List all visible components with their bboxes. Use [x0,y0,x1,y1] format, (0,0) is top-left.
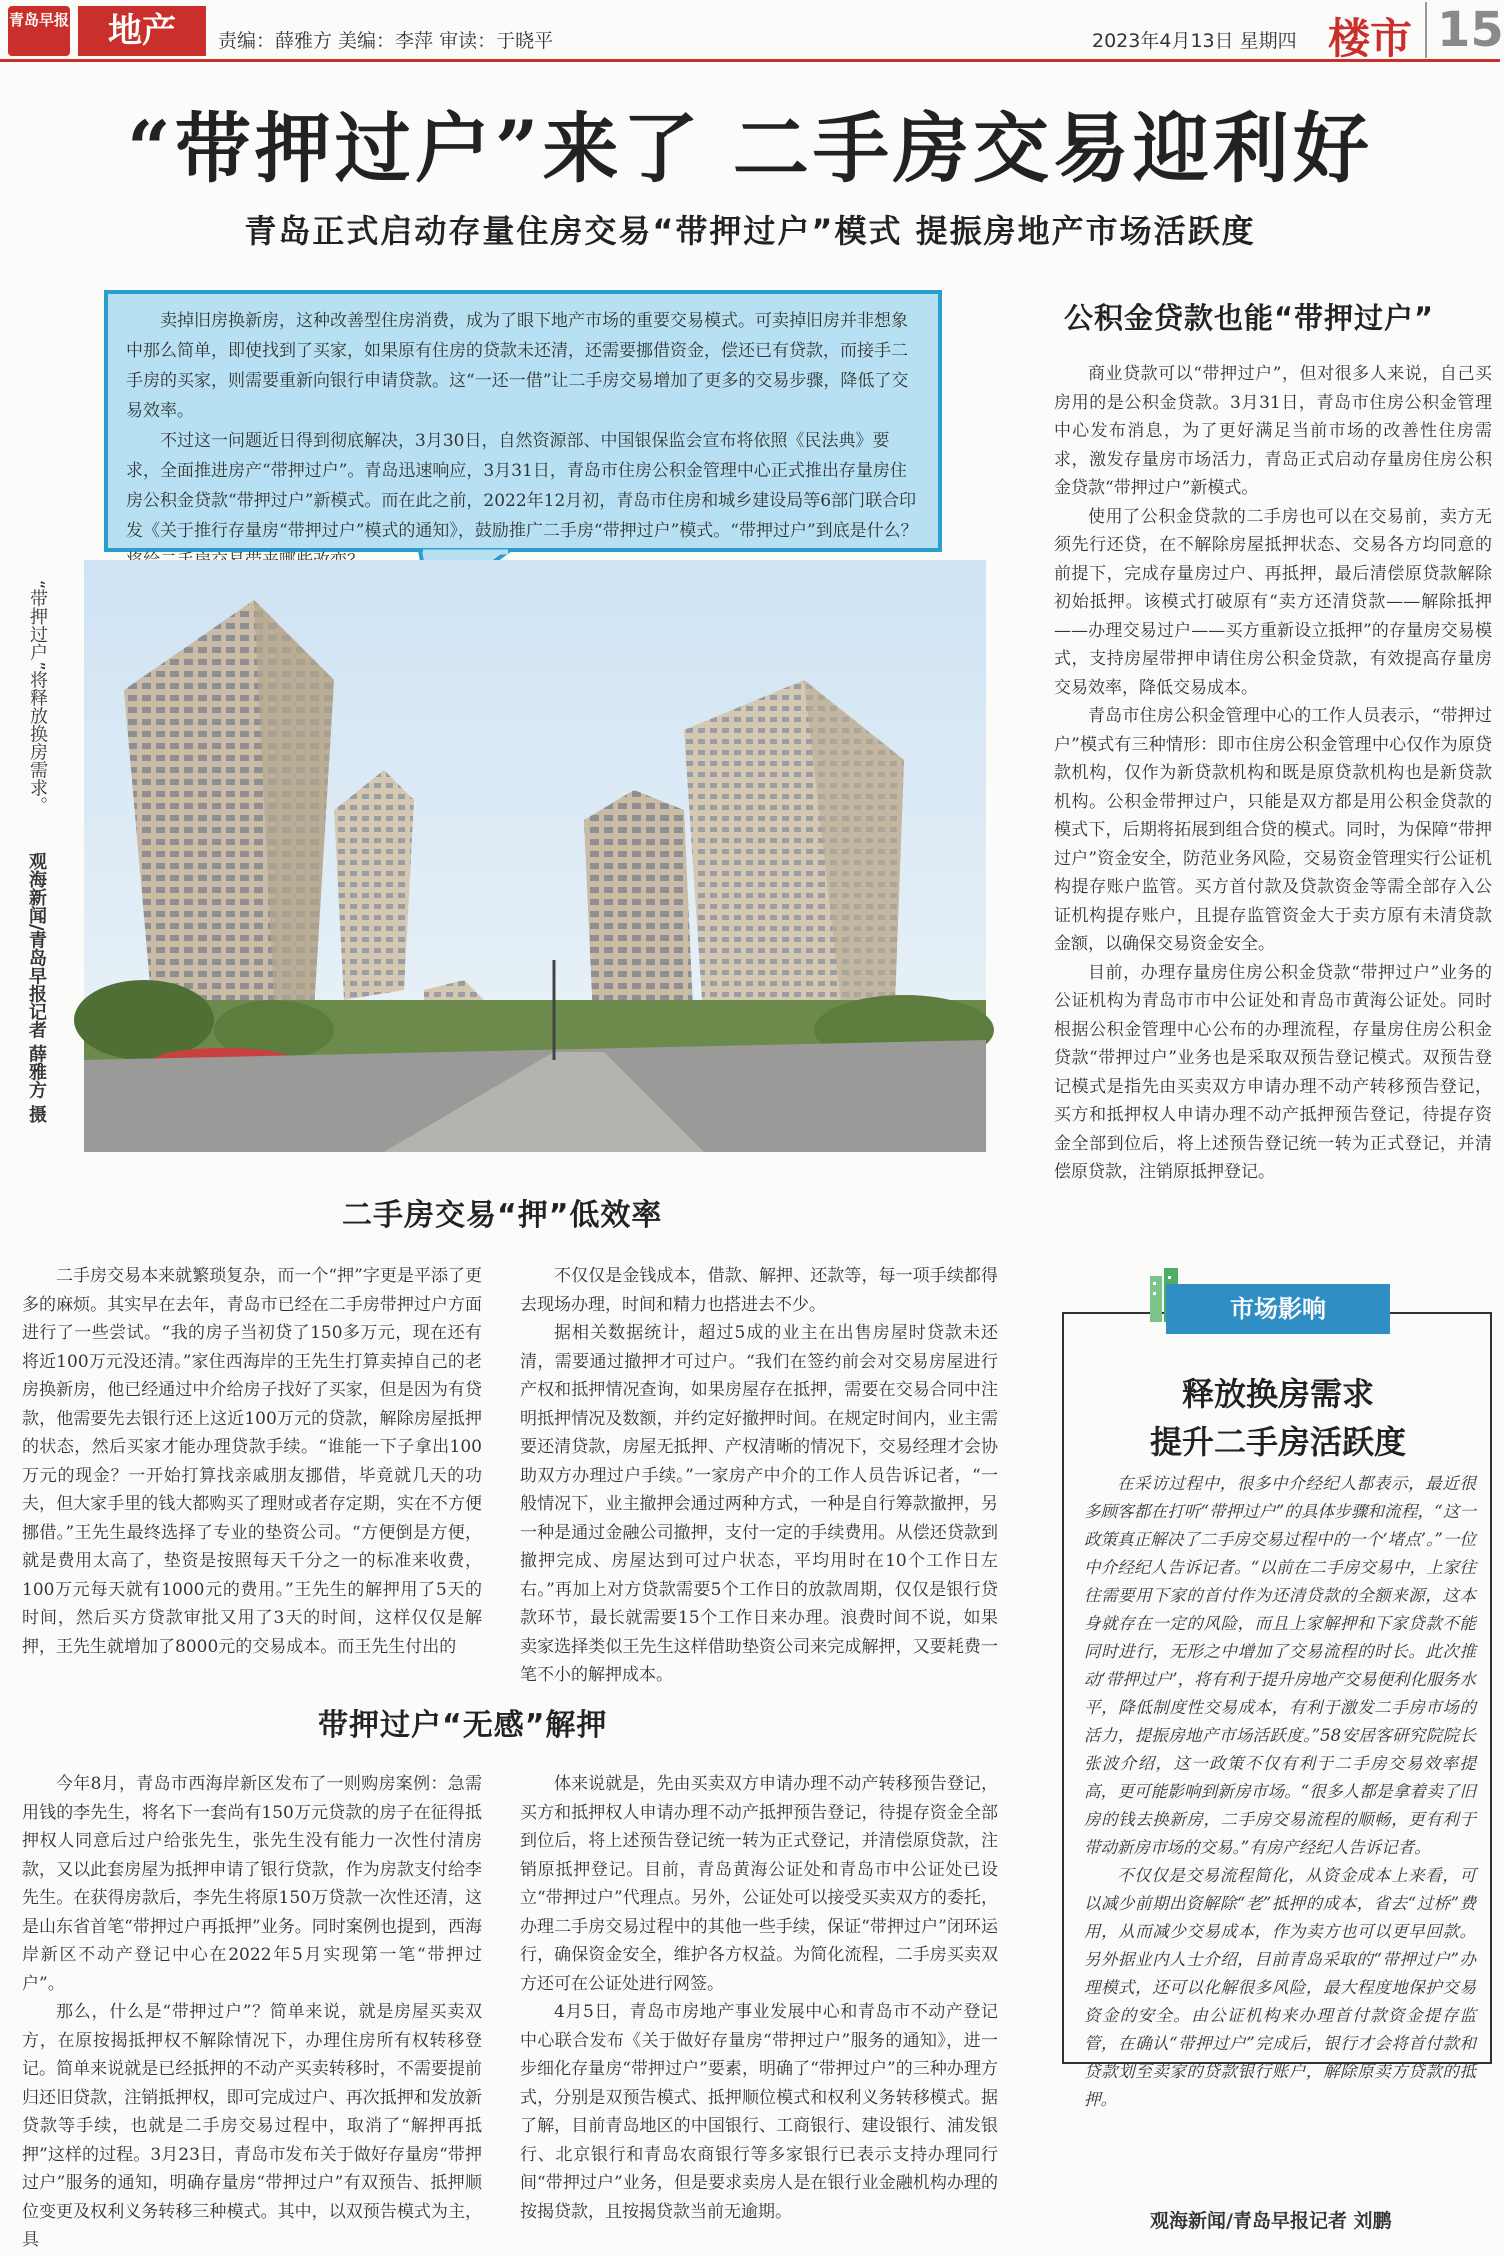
market-impact-tag: 市场影响 [1166,1284,1390,1334]
article-paragraph: 体来说就是，先由买卖双方申请办理不动产转移预告登记，买方和抵押权人申请办理不动产抵押预告登记，待提存资金全部到位后，将上述预告登记统一转为正式登记，并清偿原贷款，注销原抵押登记。目前，青岛黄海公证处和青岛市中公证处已设立“带押过户”代理点。另外，公证处可以接受买卖双方的委托，办理二手房交易过程中的其他一些手续，保证“带押过户”闭环运行，确保资金安全，维护各方权益。为简化流程，二手房买卖双方还可在公证处进行网签。 [520,1774,998,1994]
sidebar-paragraph: 商业贷款可以“带押过户”，但对很多人来说，自己买房用的是公积金贷款。3月31日，青岛市住房公积金管理中心发布消息，为了更好满足当前市场的改善性住房需求，激发存量房市场活力，青岛正式启动存量房住房公积金贷款“带押过户”新模式。 [1054,364,1492,498]
section-name: 楼市 [1328,14,1413,63]
market-impact-heading [1080,1370,1476,1466]
article-column [520,1770,998,2236]
heading-line: 释放换房需求 [1181,1375,1374,1413]
section-heading: 二手房交易“押”低效率 [342,1198,663,1233]
page-number: 15 [1425,2,1504,58]
section-heading: 带押过户“无感”解押 [318,1708,608,1743]
article-paragraph: 4月5日，青岛市房地产事业发展中心和青岛市不动产登记中心联合发布《关于做好存量房“带押过户”服务的通知》，进一步细化存量房“带押过户”要素，明确了“带押过户”的三种办理方式，分别是双预告模式、抵押顺位模式和权利义务转移模式。据了解，目前青岛地区的中国银行、工商银行、建设银行、浦发银行、北京银行和青岛农商银行等多家银行已表示支持办理同行间“带押过户”业务，但是要求卖房人是在银行业金融机构办理的按揭贷款，且按揭贷款当前无逾期。 [520,2002,998,2222]
article-paragraph: 据相关数据统计，超过5成的业主在出售房屋时贷款未还清，需要通过撤押才可过户。“我们在签约前会对交易房屋进行产权和抵押情况查询，如果房屋存在抵押，需要在交易合同中注明抵押情况及数额，并约定好撤押时间。在规定时间内，业主需要还清贷款，房屋无抵押、产权清晰的情况下，交易经理才会协助双方办理过户手续。”一家房产中介的工作人员告诉记者，“一般情况下，业主撤押会通过两种方式，一种是自行筹款撤押，另一种是通过金融公司撤押，支付一定的手续费用。从偿还贷款到撤押完成、房屋达到可过户状态，平均用时在10个工作日左右。”再加上对方贷款需要5个工作日的放款周期，仅仅是银行贷款环节，最长就需要15个工作日来办理。浪费时间不说，如果卖家选择类似王先生这样借助垫资公司来完成解押，又要耗费一笔不小的解押成本。 [520,1323,998,1685]
intro-paragraph: 卖掉旧房换新房，这种改善型住房消费，成为了眼下地产市场的重要交易模式。可卖掉旧房并非想象中那么简单，即使找到了买家，如果原有住房的贷款未还清，还需要挪借资金，偿还已有贷款，而接手二手房的买家，则需要重新向银行申请贷款。这“一还一借”让二手房交易增加了更多的交易步骤，降低了交易效率。 [126,311,909,421]
article-column [22,1262,482,1682]
article-paragraph: 那么，什么是“带押过户”？简单来说，就是房屋买卖双方，在原按揭抵押权不解除情况下，办理住房所有权转移登记。简单来说就是已经抵押的不动产买卖转移时，不需要提前归还旧贷款，注销抵押权，即可完成过户、再次抵押和发放新贷款等手续，也就是二手房交易过程中，取消了“解押再抵押”这样的过程。3月23日，青岛市发布关于做好存量房“带押过户”服务的通知，明确存量房“带押过户”有双预告、抵押顺位变更及权利义务转移三种模式。其中，以双预告模式为主，具 [22,2002,482,2250]
box-paragraph: 不仅仅是交易流程简化，从资金成本上来看，可以减少前期出资解除“老”抵押的成本，省去“过桥”费用，从而减少交易成本，作为卖方也可以更早回款。另外据业内人士介绍，目前青岛采取的“带押过户”办理模式，还可以化解很多风险，最大程度地保护交易资金的安全。由公证机构来办理首付款资金提存监管，在确认“带押过户”完成后，银行才会将首付款和贷款划至卖家的贷款银行账户，解除原卖方贷款的抵押。 [1084,1866,1476,2109]
residential-towers-photo [84,560,986,1152]
box-paragraph: 在采访过程中，很多中介经纪人都表示，最近很多顾客都在打听“带押过户”的具体步骤和流程，“这一政策真正解决了二手房交易过程中的一个‘堵点’。”一位中介经纪人告诉记者。“以前在二手房交易中，上家往往需要用下家的首付作为还清贷款的全额来源，这本身就存在一定的风险，而且上家解押和下家贷款不能同时进行，无形之中增加了交易流程的时长。此次推动‘带押过户’，将有利于提升房地产交易便利化服务水平，降低制度性交易成本，有利于激发二手房市场的活力，提振房地产市场活跃度。”58安居客研究院院长张波介绍，这一政策不仅有利于二手房交易效率提高，更可能影响到新房市场。“很多人都是拿着卖了旧房的钱去换新房，二手房交易流程的顺畅，更有利于带动新房市场的交易。”有房产经纪人告诉记者。 [1084,1474,1476,1857]
sidebar-heading: 公积金贷款也能“带押过户” [1064,301,1435,335]
market-impact-body [1084,1470,1476,2180]
article-column [22,1770,482,2250]
editor-credits: 责编：薛雅方 美编：李萍 审读：于晓平 [218,30,554,52]
sidebar-paragraph: 使用了公积金贷款的二手房也可以在交易前，卖方无须先行还贷，在不解除房屋抵押状态、交易各方均同意的前提下，完成存量房过户、再抵押，最后清偿原贷款解除初始抵押。该模式打破原有“卖方还清贷款——解除抵押——办理交易过户——买方重新设立抵押”的存量房交易模式，支持房屋带押申请住房公积金贷款，有效提高存量房交易效率，降低交易成本。 [1054,506,1492,698]
intro-paragraph: 不过这一问题近日得到彻底解决，3月30日，自然资源部、中国银保监会宣布将依照《民法典》要求，全面推进房产“带押过户”。青岛迅速响应，3月31日，青岛市住房公积金管理中心正式推出存量房住房公积金贷款“带押过户”新模式。而在此之前，2022年12月初，青岛市住房和城乡建设局等6部门联合印发《关于推行存量房“带押过户”模式的通知》，鼓励推广二手房“带押过户”模式。“带押过户”到底是什么？ [126,431,918,541]
byline: 观海新闻/青岛早报记者 刘鹏 [1150,2210,1392,2232]
section-tag: 地产 [78,6,206,56]
article-paragraph: 二手房交易本来就繁琐复杂，而一个“押”字更是平添了更多的麻烦。其实早在去年，青岛市已经在二手房带押过户方面进行了一些尝试。“我的房子当初贷了150多万元，现在还有将近100万元没还清。”家住西海岸的王先生打算卖掉自己的老房换新房，他已经通过中介给房子找好了买家，但是因为有贷款，他需要先去银行还上这近100万元的贷款，解除房屋抵押的状态，然后买家才能办理贷款手续。“谁能一下子拿出100万元的现金？一开始打算找亲戚朋友挪借，毕竟就几天的功夫，但大家手里的钱大都购买了理财或者存定期，实在不方便挪借。”王先生最终选择了专业的垫资公司。“方便倒是方便，就是费用太高了，垫资是按照每天千分之一的标准来收费，100万元每天就有1000元的费用。”王先生的解押用了5天的时间，然后买方贷款审批又用了3天的时间，这样仅仅是解押，王先生就增加了8000元的交易成本。而王先生付出的 [22,1266,482,1657]
intro-box [104,290,942,552]
issue-date: 2023年4月13日 星期四 [1092,30,1297,52]
article-column [520,1262,998,1685]
article-paragraph: 今年8月，青岛市西海岸新区发布了一则购房案例：急需用钱的李先生，将名下一套尚有150万元贷款的房子在征得抵押权人同意后过户给张先生，张先生没有能力一次性付清房款，又以此套房屋为抵押申请了银行贷款，作为房款支付给李先生。在获得房款后，李先生将原150万贷款一次性还清，这是山东省首笔“带押过户再抵押”业务。同时案例也提到，西海岸新区不动产登记中心在2022年5月实现第一笔“带押过户”。 [22,1774,482,1994]
article-paragraph: 不仅仅是金钱成本，借款、解押、还款等，每一项手续都得去现场办理，时间和精力也搭进去不少。 [520,1266,998,1315]
sidebar-column [1054,360,1492,1236]
headline: “带押过户”来了 二手房交易迎利好 [127,104,1373,193]
subheadline: 青岛正式启动存量住房交易“带押过户”模式 提振房地产市场活跃度 [244,212,1256,250]
heading-line: 提升二手房活跃度 [1149,1423,1406,1461]
sidebar-paragraph: 目前，办理存量房住房公积金贷款“带押过户”业务的公证机构为青岛市市中公证处和青岛市黄海公证处。同时根据公积金管理中心公布的办理流程，存量房住房公积金贷款“带押过户”业务也是采取双预告登记模式。双预告登记模式是指先由买卖双方申请办理不动产转移预告登记，买方和抵押权人申请办理不动产抵押预告登记，待提存资金全部到位后，将上述预告登记统一转为正式登记，并清偿原贷款，注销原抵押登记。 [1054,962,1492,1182]
newspaper-logo: 青岛早报 [8,6,70,56]
photo-credit: 观海新闻/青岛早报记者 薛雅方 摄 [26,852,47,1124]
sidebar-paragraph: 青岛市住房公积金管理中心的工作人员表示，“带押过户”模式有三种情形：即市住房公积金管理中心仅作为原贷款机构，仅作为新贷款机构和既是原贷款机构也是新贷款机构。公积金带押过户，只能是双方都是用公积金贷款的模式下，后期将拓展到组合贷的模式。同时，为保障“带押过户”资金安全，防范业务风险，交易资金管理实行公证机构提存账户监管。买方首付款及贷款资金等需全部存入公证机构提存账户，且提存监管资金大于卖方原有未清贷款金额，以确保交易资金安全。 [1054,706,1492,954]
photo-caption: “带押过户”将释放换房需求。 [27,580,48,815]
